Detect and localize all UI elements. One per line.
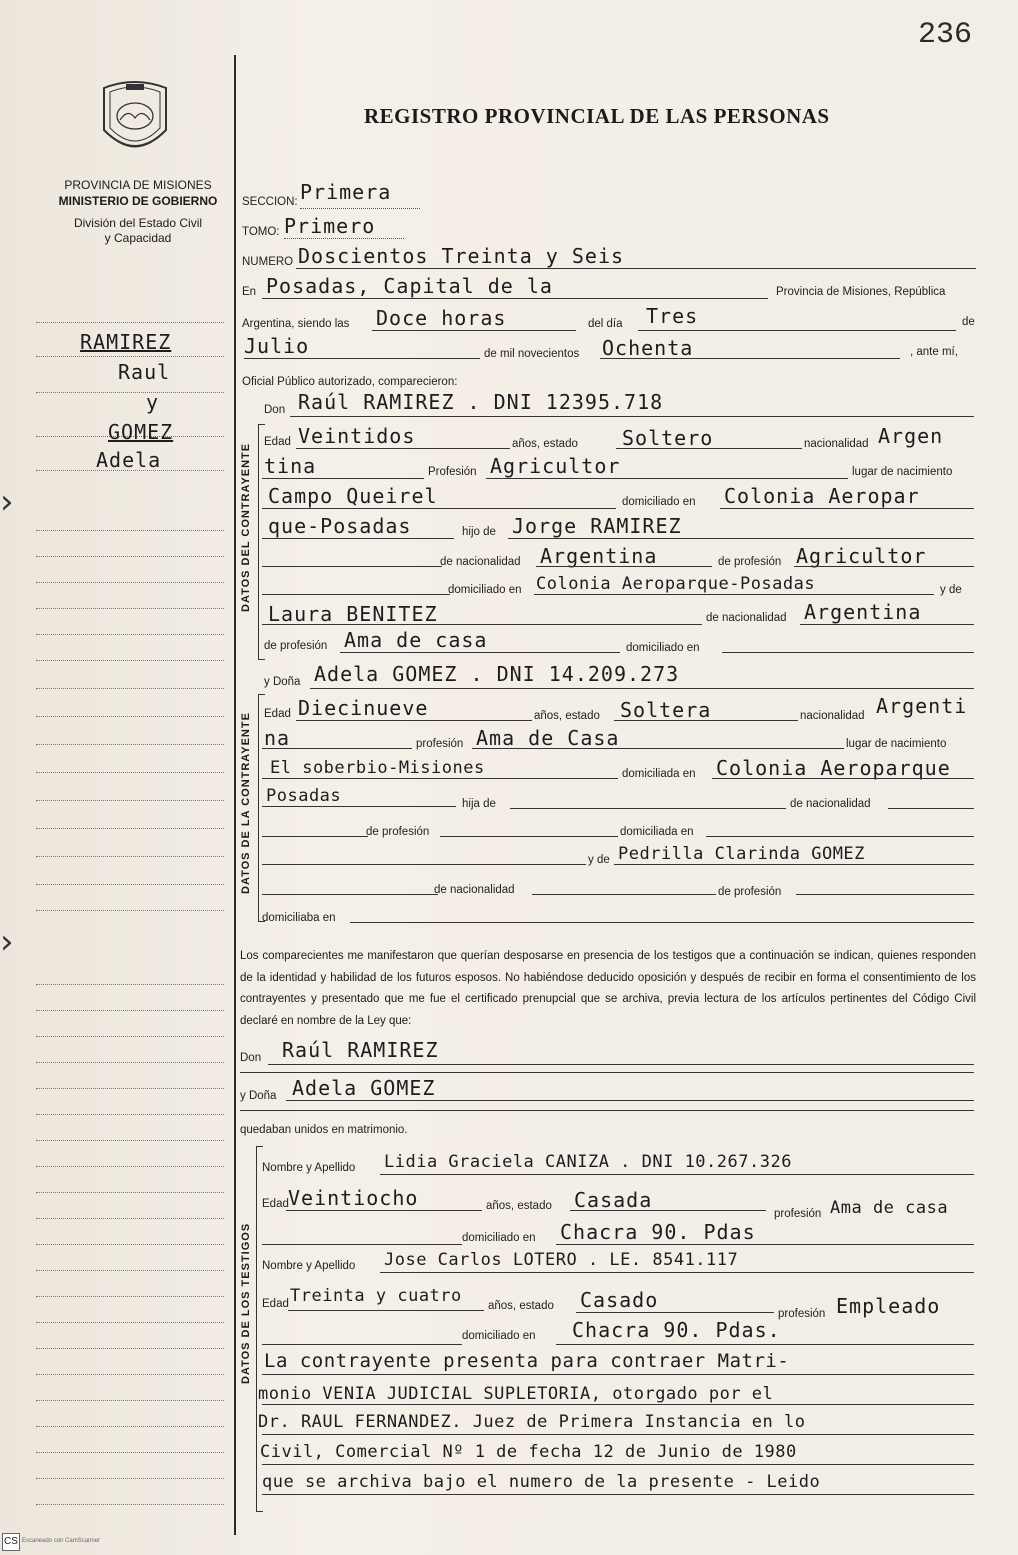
label-ante-mi: , ante mí, <box>910 346 958 358</box>
value-domicilio-1: Colonia Aeropar <box>724 484 920 508</box>
value-testigo2-domicilio: Chacra 90. Pdas. <box>572 1318 781 1342</box>
margin-firstname-2: Adela <box>96 448 162 472</box>
page-number: 236 <box>918 18 973 52</box>
value-padre: Jorge RAMIREZ <box>512 514 682 538</box>
label-edad-t1: Edad <box>262 1198 289 1210</box>
label-profesion-t1: profesión <box>774 1208 822 1220</box>
label-de-profesion-f-2: de profesión <box>718 886 782 898</box>
label-anos-estado: años, estado <box>512 438 578 450</box>
value-nacionalidad-f-1: Argenti <box>876 694 968 718</box>
value-testigo1-estado: Casada <box>574 1188 653 1212</box>
label-don: Don <box>264 404 286 416</box>
label-hijo-de: hijo de <box>462 526 496 538</box>
label-de-profesion-f: de profesión <box>366 826 430 838</box>
label-nombre-apellido-1: Nombre y Apellido <box>262 1162 356 1174</box>
value-madre-f: Pedrilla Clarinda GOMEZ <box>618 844 865 864</box>
label-seccion: SECCION: <box>242 196 298 208</box>
label-nombre-apellido-2: Nombre y Apellido <box>262 1260 356 1272</box>
value-lugar-nacimiento-f: El soberbio-Misiones <box>270 758 485 778</box>
label-numero: NUMERO <box>242 256 294 268</box>
value-lugar-nacimiento: Campo Queirel <box>268 484 438 508</box>
label-domiciliado-en-3: domiciliado en <box>626 642 700 654</box>
value-testigo2-nombre: Jose Carlos LOTERO . LE. 8541.117 <box>384 1250 739 1270</box>
camscanner-badge-icon: CS <box>2 1533 20 1551</box>
label-hija-de: hija de <box>462 798 496 810</box>
label-de-nacionalidad-f-2: de nacionalidad <box>434 884 515 896</box>
label-edad-f: Edad <box>264 708 291 720</box>
value-edad: Veintidos <box>298 424 416 448</box>
camscanner-text: Escaneado con CamScanner <box>22 1538 101 1544</box>
label-de-nacionalidad-f: de nacionalidad <box>790 798 871 810</box>
label-y-dona: y Doña <box>264 676 301 688</box>
margin-conjunction: y <box>146 390 160 414</box>
label-don-2: Don <box>240 1052 262 1064</box>
value-padre-domicilio: Colonia Aeroparque-Posadas <box>536 574 816 594</box>
label-y-de: y de <box>940 584 962 596</box>
division-line1: División del Estado Civil <box>73 216 203 230</box>
label-oficial: Oficial Público autorizado, comparecieron: <box>242 376 458 388</box>
label-lugar-nacimiento-f: lugar de nacimiento <box>846 738 947 750</box>
label-profesion-t2: profesión <box>778 1308 826 1320</box>
value-nacionalidad-1: Argen <box>878 424 944 448</box>
section-label-la-contrayente: DATOS DE LA CONTRAYENTE <box>240 712 252 894</box>
margin-surname-2: GOMEZ <box>108 420 174 444</box>
province-heading: PROVINCIA DE MISIONES <box>64 178 212 192</box>
note-line-1: La contrayente presenta para contraer Matri- <box>264 1350 790 1372</box>
label-nacionalidad-f: nacionalidad <box>800 710 865 722</box>
value-madre-profesion: Ama de casa <box>344 628 488 652</box>
value-testigo1-edad: Veintiocho <box>288 1186 419 1210</box>
label-lugar-nacimiento: lugar de nacimiento <box>852 466 953 478</box>
value-madre-nacionalidad: Argentina <box>804 600 922 624</box>
value-madre: Laura BENITEZ <box>268 602 438 626</box>
label-quedaban: quedaban unidos en matrimonio. <box>240 1124 408 1136</box>
value-tomo: Primero <box>284 214 376 238</box>
value-dia: Tres <box>646 304 699 328</box>
label-provincia: Provincia de Misiones, República <box>776 286 946 298</box>
label-tomo: TOMO: <box>242 226 280 238</box>
declaration-paragraph: Los comparecientes me manifestaron que querían desposarse en presencia de los testigos que a continuación se indican, quienes responden de la identidad y habilidad de los futuros esposos. No habiéndose deducido oposición y después de recibir en forma el consentimiento de los contrayentes y presentado que me fue el certificado prenupcial que se archiva, previa lectura de los artículos pertinentes del Código Civil declaré en nombre de la Ley que: <box>240 950 976 1027</box>
label-domiciliado-en: domiciliado en <box>622 496 696 508</box>
value-estado: Soltero <box>622 426 714 450</box>
label-domiciliada-en-2: domiciliada en <box>620 826 694 838</box>
label-anos-estado-t2: años, estado <box>488 1300 554 1312</box>
value-testigo2-estado: Casado <box>580 1288 659 1312</box>
edge-mark-1: › <box>0 482 14 522</box>
value-profesion: Agricultor <box>490 454 621 478</box>
label-domiciliado-t2: domiciliado en <box>462 1330 536 1342</box>
value-ano: Ochenta <box>602 336 694 360</box>
margin-rule <box>234 55 236 1535</box>
label-domiciliada-en: domiciliada en <box>622 768 696 780</box>
value-edad-f: Diecinueve <box>298 696 429 720</box>
label-anos-estado-t1: años, estado <box>486 1200 552 1212</box>
label-edad: Edad <box>264 436 291 448</box>
value-don: Raúl RAMIREZ . DNI 12395.718 <box>298 390 664 414</box>
label-y-dona-2: y Doña <box>240 1090 277 1102</box>
ministry-heading: MINISTERIO DE GOBIERNO <box>58 194 218 208</box>
value-don-2: Raúl RAMIREZ <box>282 1038 439 1062</box>
label-domiciliaba-en: domiciliaba en <box>262 912 336 924</box>
value-mes: Julio <box>244 334 310 358</box>
value-seccion: Primera <box>300 180 392 204</box>
label-y-de-f: y de <box>588 854 610 866</box>
label-domiciliado-en-2: domiciliado en <box>448 584 522 596</box>
section-label-contrayente: DATOS DEL CONTRAYENTE <box>240 442 252 612</box>
value-testigo2-profesion: Empleado <box>836 1294 941 1318</box>
edge-mark-2: › <box>0 922 14 962</box>
value-domicilio-2: que-Posadas <box>268 514 412 538</box>
note-line-4: Civil, Comercial Nº 1 de fecha 12 de Junio de 1980 <box>260 1442 797 1462</box>
note-line-5: que se archiva bajo el numero de la presente - Leido <box>262 1472 821 1492</box>
label-profesion-f: profesión <box>416 738 464 750</box>
value-estado-f: Soltera <box>620 698 712 722</box>
note-line-2: monio VENIA JUDICIAL SUPLETORIA, otorgado por el <box>258 1384 774 1404</box>
value-numero: Doscientos Treinta y Seis <box>298 244 625 268</box>
label-edad-t2: Edad <box>262 1298 289 1310</box>
value-padre-profesion: Agricultor <box>796 544 927 568</box>
value-domicilio-f-2: Posadas <box>266 786 342 806</box>
label-de-mil: de mil novecientos <box>484 348 580 360</box>
label-de-profesion: de profesión <box>718 556 782 568</box>
value-testigo2-edad: Treinta y cuatro <box>290 1286 462 1306</box>
label-profesion: Profesión <box>428 466 477 478</box>
value-dona-2: Adela GOMEZ <box>292 1076 436 1100</box>
label-de: de <box>962 316 975 328</box>
value-padre-nacionalidad: Argentina <box>540 544 658 568</box>
document-title: REGISTRO PROVINCIAL DE LAS PERSONAS <box>364 104 830 128</box>
value-nacionalidad-2: tina <box>264 454 317 478</box>
label-de-nacionalidad-2: de nacionalidad <box>706 612 787 624</box>
value-nacionalidad-f-2: na <box>264 726 291 750</box>
division-line2: y Capacidad <box>104 231 172 245</box>
margin-surname-1: RAMIREZ <box>80 330 172 354</box>
label-de-profesion-2: de profesión <box>264 640 328 652</box>
label-domiciliado-t1: domiciliado en <box>462 1232 536 1244</box>
label-de-nacionalidad: de nacionalidad <box>440 556 521 568</box>
value-testigo1-profesion: Ama de casa <box>830 1198 949 1218</box>
value-profesion-f: Ama de Casa <box>476 726 620 750</box>
note-line-3: Dr. RAUL FERNANDEZ. Juez de Primera Instancia en lo <box>258 1412 806 1432</box>
label-nacionalidad: nacionalidad <box>804 438 869 450</box>
value-testigo1-domicilio: Chacra 90. Pdas <box>560 1220 756 1244</box>
provincial-seal-icon <box>96 78 174 160</box>
value-testigo1-nombre: Lidia Graciela CANIZA . DNI 10.267.326 <box>384 1152 792 1172</box>
label-anos-estado-f: años, estado <box>534 710 600 722</box>
margin-firstname-1: Raul <box>118 360 171 384</box>
value-hora: Doce horas <box>376 306 507 330</box>
value-dona: Adela GOMEZ . DNI 14.209.273 <box>314 662 680 686</box>
label-del-dia: del día <box>588 318 623 330</box>
label-argentina: Argentina, siendo las <box>242 318 350 330</box>
value-domicilio-f-1: Colonia Aeroparque <box>716 756 951 780</box>
value-lugar: Posadas, Capital de la <box>266 274 553 298</box>
label-en: En <box>242 286 257 298</box>
section-label-testigos: DATOS DE LOS TESTIGOS <box>240 1222 252 1384</box>
